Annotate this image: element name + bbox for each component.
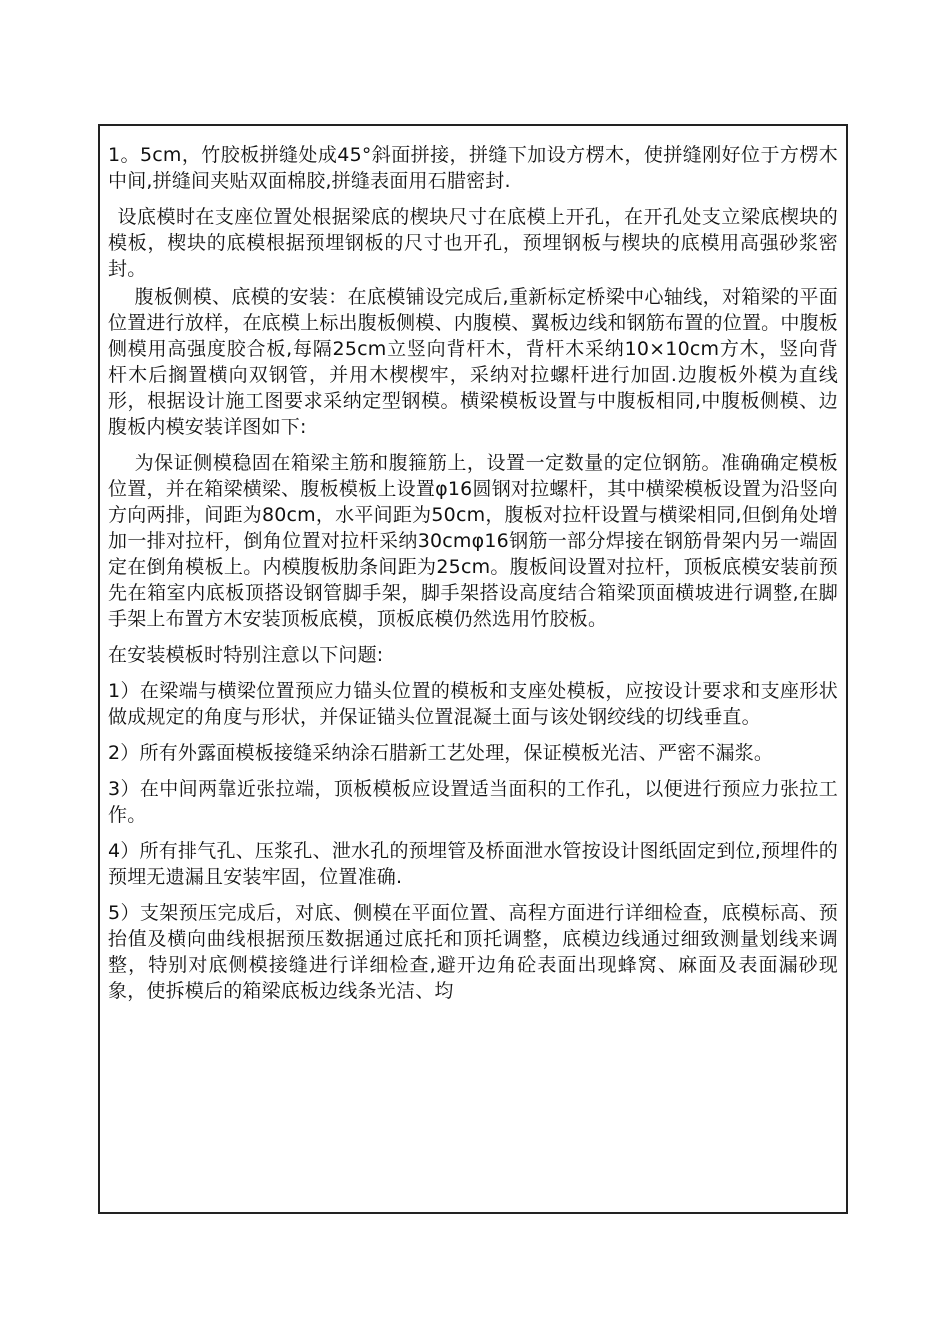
list-item-4: 4）所有排气孔、压浆孔、泄水孔的预埋管及桥面泄水管按设计图纸固定到位,预埋件的预埋无遗漏且安装牢固，位置准确. — [108, 840, 838, 888]
list-item-3: 3）在中间两靠近张拉端，顶板模板应设置适当面积的工作孔，以便进行预应力张拉工作。 — [108, 778, 838, 826]
document-body — [108, 142, 838, 1004]
document-frame — [98, 124, 848, 1214]
list-item-1: 1）在梁端与横梁位置预应力锚头位置的模板和支座处模板，应按设计要求和支座形状做成规定的角度与形状，并保证锚头位置混凝土面与该处钢绞线的切线垂直。 — [108, 680, 838, 728]
paragraph-web-side-form-installation: 腹板侧模、底模的安装：在底模铺设完成后,重新标定桥梁中心轴线，对箱梁的平面位置进行放样，在底模上标出腹板侧模、内腹模、翼板边线和钢筋布置的位置。中腹板侧模用高强度胶合板,每隔25cm立竖向背杆木，背杆木采纳10×10cm方木，竖向背杆木后搁置横向双钢管，并用木楔楔牢，采纳对拉螺杆进行加固.边腹板外模为直线形，根据设计施工图要求采纳定型钢模。横梁模板设置与中腹板相同,中腹板侧模、边腹板内模安装详图如下: — [108, 286, 838, 438]
list-item-2: 2）所有外露面模板接缝采纳涂石腊新工艺处理，保证模板光洁、严密不漏浆。 — [108, 742, 774, 764]
paragraph-side-form-stabilization: 为保证侧模稳固在箱梁主筋和腹箍筋上，设置一定数量的定位钢筋。准确确定模板位置，并在箱梁横梁、腹板模板上设置φ16圆钢对拉螺杆，其中横梁模板设置为沿竖向方向两排，间距为80cm，水平间距为50cm，腹板对拉杆设置与横梁相同,但倒角处增加一排对拉杆，倒角位置对拉杆采纳30cmφ16钢筋一部分焊接在钢筋骨架内另一端固定在倒角模板上。内模腹板肋条间距为25cm。腹板间设置对拉杆，顶板底模安装前预先在箱室内底板顶搭设钢管脚手架，脚手架搭设高度结合箱梁顶面横坡进行调整,在脚手架上布置方木安装顶板底模，顶板底模仍然选用竹胶板。 — [108, 452, 838, 630]
list-item-5: 5）支架预压完成后，对底、侧模在平面位置、高程方面进行详细检查，底模标高、预抬值及横向曲线根据预压数据通过底托和顶托调整，底模边线通过细致测量划线来调整，特别对底侧模接缝进行详细检查,避开边角砼表面出现蜂窝、麻面及表面漏砂现象，使拆模后的箱梁底板边线条光洁、均 — [108, 902, 838, 1002]
paragraph-bamboo-plywood-seams: 1。5cm，竹胶板拼缝处成45°斜面拼接，拼缝下加设方楞木，使拼缝刚好位于方楞木中间,拼缝间夹贴双面棉胶,拼缝表面用石腊密封. — [108, 144, 838, 192]
paragraph-attention-heading: 在安装模板时特别注意以下问题: — [108, 644, 384, 666]
paragraph-bottom-form-support: 设底模时在支座位置处根据梁底的楔块尺寸在底模上开孔，在开孔处支立梁底楔块的模板，楔块的底模根据预埋钢板的尺寸也开孔，预埋钢板与楔块的底模用高强砂浆密封。 — [108, 206, 838, 280]
